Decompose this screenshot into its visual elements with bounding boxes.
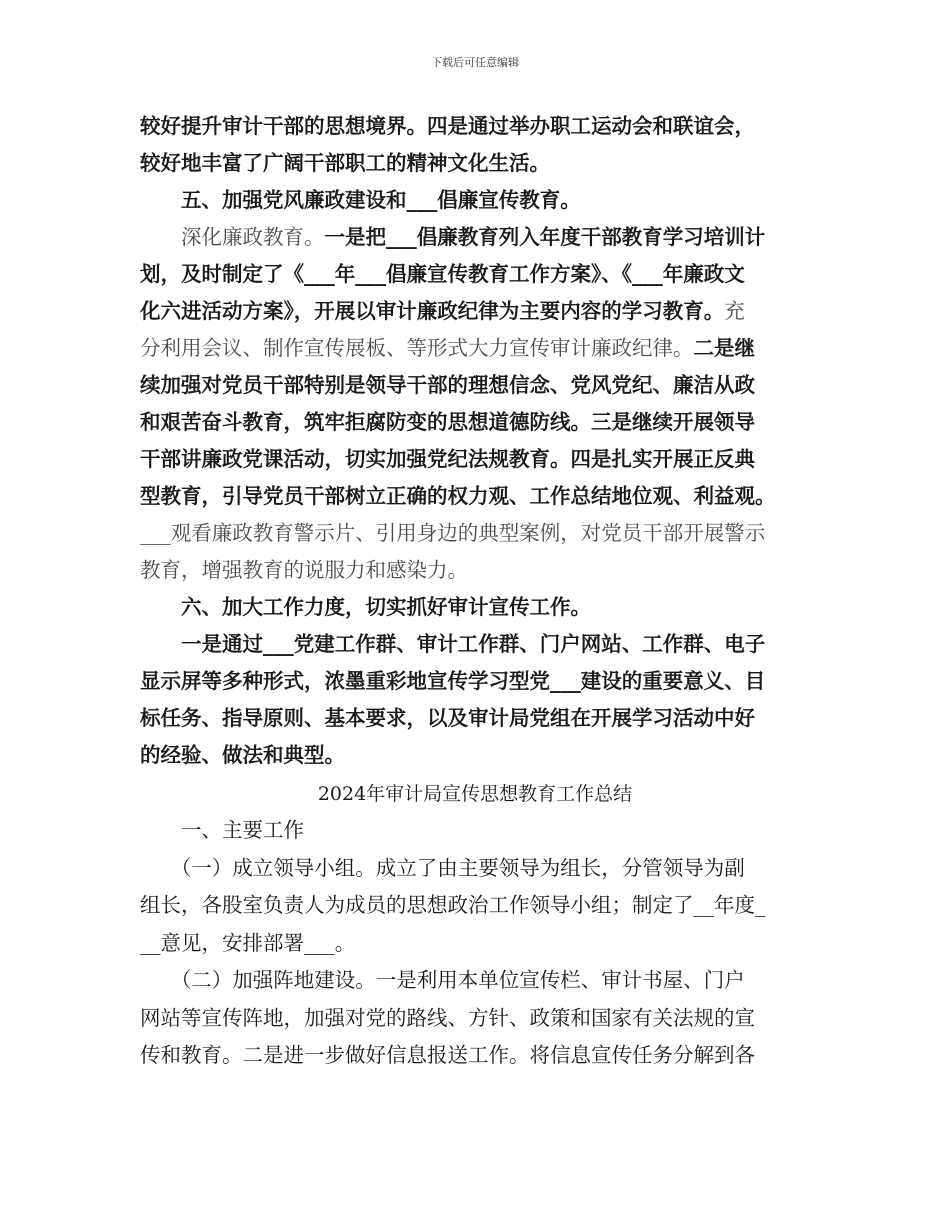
text-span: 二是继	[693, 336, 755, 360]
text-line: 划，及时制定了《___年___倡廉宣传教育工作方案》、《___年廉政文	[140, 262, 745, 286]
text-line: 的经验、做法和典型。	[140, 743, 345, 767]
text-span: 分利用会议、制作宣传展板、等形式大力宣传审计廉政纪律。	[140, 336, 694, 360]
text-line: 较好地丰富了广阔干部职工的精神文化生活。	[140, 151, 550, 175]
text-span: 充	[724, 299, 745, 323]
text-line: 组长，各股室负责人为成员的思想政治工作领导小组；制定了__年度_	[140, 893, 766, 917]
text-line: 型教育，引导党员干部树立正确的权力观、工作总结地位观、利益观。	[140, 484, 776, 508]
text-line: 网站等宣传阵地，加强对党的路线、方针、政策和国家有关法规的宣	[140, 1005, 755, 1030]
page-header: 下载后可任意编辑	[431, 56, 519, 69]
text-span: 化六进活动方案》，开展以审计廉政纪律为主要内容的学习教育。	[140, 299, 725, 323]
text-line: 五、加强党风廉政建设和___倡廉宣传教育。	[140, 188, 581, 212]
text-line: 和艰苦奋斗教育，筑牢拒腐防变的思想道德防线。三是继续开展领导	[140, 410, 755, 434]
text-line: 干部讲廉政党课活动，切实加强党纪法规教育。四是扎实开展正反典	[140, 447, 755, 471]
text-line	[140, 225, 765, 249]
text-line: 显示屏等多种形式，浓墨重彩地宣传学习型党___建设的重要意义、目	[140, 669, 766, 693]
text-line: 一、主要工作	[140, 818, 304, 842]
text-line: 一是通过___党建工作群、审计工作群、门户网站、工作群、电子	[140, 632, 766, 656]
text-line	[140, 299, 745, 323]
text-line: 标任务、指导原则、基本要求，以及审计局党组在开展学习活动中好	[140, 706, 755, 730]
text-span: 深化廉政教育。	[140, 225, 325, 249]
text-line: 续加强对党员干部特别是领导干部的理想信念、党风党纪、廉洁从政	[140, 373, 755, 397]
text-line: 较好提升审计干部的思想境界。四是通过举办职工运动会和联谊会，	[140, 114, 755, 138]
text-line: 传和教育。二是进一步做好信息报送工作。将信息宣传任务分解到各	[140, 1043, 755, 1067]
text-line: ___观看廉政教育警示片、引用身边的典型案例，对党员干部开展警示	[140, 521, 766, 545]
text-line: （一）成立领导小组。成立了由主要领导为组长，分管领导为副	[140, 855, 745, 880]
text-line	[140, 336, 755, 360]
text-line: （二）加强阵地建设。一是利用本单位宣传栏、审计书屋、门户	[140, 968, 745, 992]
document-title: 2024年审计局宣传思想教育工作总结	[317, 783, 633, 805]
text-line: __意见，安排部署___。	[140, 930, 356, 955]
text-line: 六、加大工作力度，切实抓好审计宣传工作。	[140, 595, 591, 619]
text-line: 教育，增强教育的说服力和感染力。	[140, 558, 468, 582]
text-span: 一是把___倡廉教育列入年度干部教育学习培训计	[324, 225, 766, 249]
